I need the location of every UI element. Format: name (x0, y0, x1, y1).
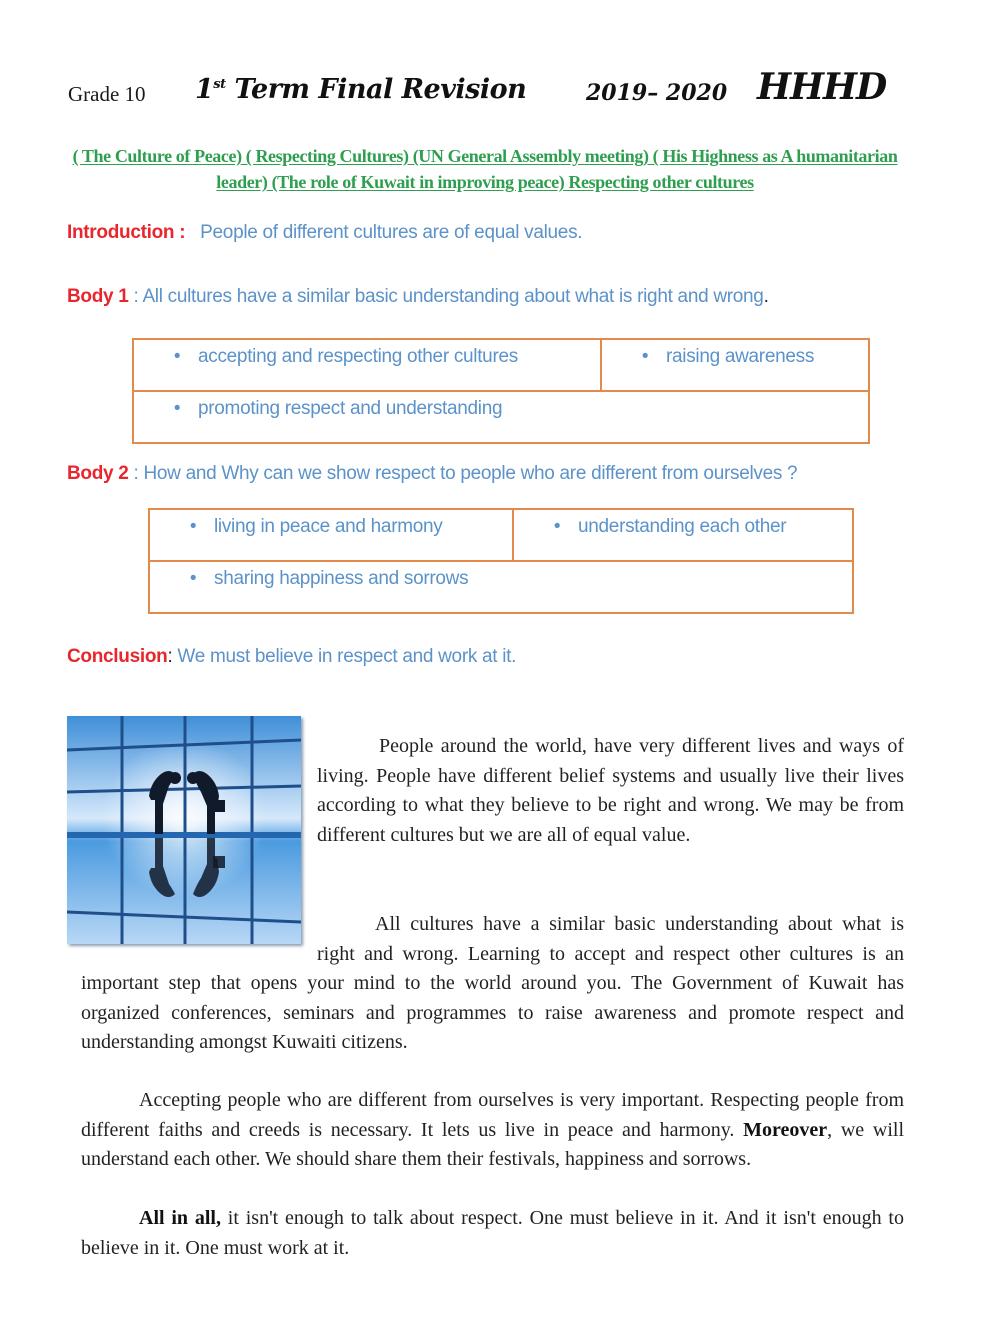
bullet-icon: • (553, 516, 561, 537)
bullet-icon: • (189, 516, 197, 537)
conclusion-line (67, 646, 516, 668)
conclusion-label: Conclusion (67, 646, 168, 667)
body2-line (67, 463, 797, 485)
body1-point (133, 391, 869, 443)
essay-paragraph-4 (81, 1204, 904, 1263)
bullet-icon: • (173, 346, 181, 367)
point-text: raising awareness (666, 346, 815, 367)
body1-label: Body 1 (67, 286, 129, 307)
author-initials: HHHD (757, 66, 887, 108)
term-number: 1 (195, 74, 214, 105)
paragraph-4-end: it isn't enough to talk about respect. One must believe in it. And it isn't enough to believe in it. One must work at it. (81, 1207, 904, 1259)
conclusion-text: We must believe in respect and work at it. (177, 646, 517, 667)
body1-separator: : (128, 286, 143, 307)
body1-text: All cultures have a similar basic understanding about what is right and wrong (142, 286, 764, 307)
introduction-label: Introduction : (67, 222, 186, 243)
introduction-text: People of different cultures are of equal values. (200, 222, 583, 243)
body1-points-table (132, 338, 870, 444)
bullet-icon: • (189, 568, 197, 589)
body2-points-table (148, 508, 854, 614)
conclusion-separator: : (167, 646, 178, 667)
bullet-icon: • (641, 346, 649, 367)
topics-list: ( The Culture of Peace) ( Respecting Cultures) (UN General Assembly meeting) ( His Highness as A humanitarian leader) (The role of Kuwait in improving peace) Respecting other cultures (72, 146, 898, 192)
point-text: living in peace and harmony (214, 516, 443, 537)
body2-text: How and Why can we show respect to people who are different from ourselves ? (143, 463, 798, 484)
body2-point (149, 509, 513, 561)
body2-label: Body 2 (67, 463, 129, 484)
term-title (195, 74, 526, 105)
point-text: promoting respect and understanding (198, 398, 503, 419)
term-suffix: st (213, 77, 226, 92)
essay-paragraph-2 (81, 910, 904, 1058)
term-title-text: Term Final Revision (234, 74, 527, 105)
body1-line (67, 286, 769, 308)
point-text: understanding each other (578, 516, 787, 537)
essay-paragraph-1: People around the world, have very different lives and ways of living. People have different belief systems and usually live their lives according to what they believe to be right and wrong. We may be from different cultures but we are all of equal value. (317, 735, 904, 846)
grade-label: Grade 10 (68, 82, 146, 106)
paragraph-2-text: All cultures have a similar basic understanding about what is right and wrong. Learning to accept and respect other cultures is an important step that opens your mind to the world around you. The Government of Kuwait has organized conferences, seminars and programmes to raise awareness and promote respect and understanding amongst Kuwaiti citizens. (81, 913, 904, 1053)
introduction-line (67, 222, 582, 244)
essay-paragraph-3 (81, 1086, 904, 1175)
body1-end: . (763, 286, 769, 307)
school-year: 2019– 2020 (586, 80, 728, 106)
body1-point (133, 339, 601, 391)
point-text: sharing happiness and sorrows (214, 568, 469, 589)
paragraph-4-bold: All in all, (139, 1207, 221, 1229)
point-text: accepting and respecting other cultures (198, 346, 518, 367)
paragraph-3-bold: Moreover (743, 1118, 828, 1141)
body1-point (601, 339, 869, 391)
body2-point (149, 561, 853, 613)
paragraph-3-start: Accepting people who are different from ourselves is very important. Respecting people from different faiths and creeds is necessary. It lets us live in peace and harmony. (81, 1089, 904, 1141)
paragraph-3-end: , we will understand each other. We should share them their festivals, happiness and sorrows. (81, 1118, 904, 1170)
bullet-icon: • (173, 398, 181, 419)
body2-separator: : (128, 463, 144, 484)
image-wrap-spacer (81, 910, 317, 968)
body2-point (513, 509, 853, 561)
